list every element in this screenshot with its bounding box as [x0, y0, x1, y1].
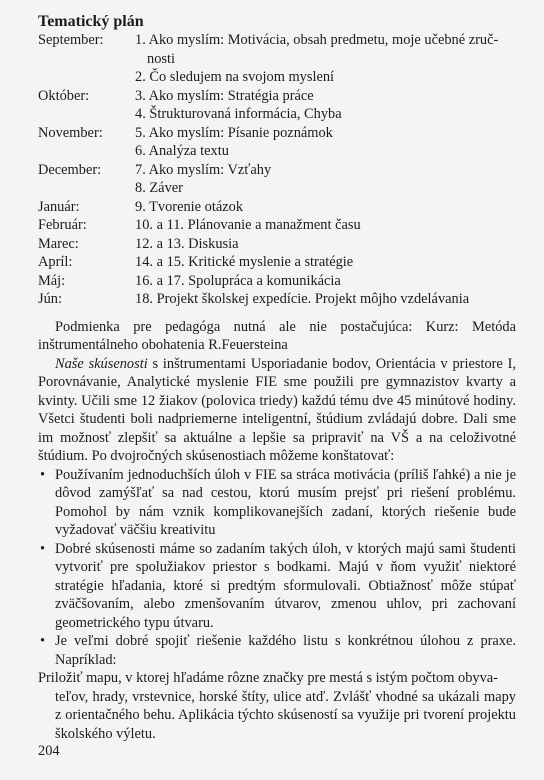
experience-lead: Naše skúsenosti: [55, 355, 148, 372]
plan-month: Február:: [38, 217, 87, 233]
page-heading: Tematický plán: [38, 13, 144, 30]
plan-month: November:: [38, 124, 103, 141]
plan-row: [38, 198, 516, 217]
plan-item: nosti: [147, 50, 175, 67]
plan-item: 5. Ako myslím: Písanie poznámok: [135, 124, 333, 141]
plan-item: 3. Ako myslím: Stratégia práce: [135, 87, 314, 104]
plan-month: September:: [38, 32, 104, 48]
plan-month: Apríl:: [38, 254, 73, 270]
plan-item: 12. a 13. Diskusia: [135, 235, 239, 252]
plan-item: 8. Záver: [135, 180, 183, 196]
list-item-text: Je veľmi dobré spojiť riešenie každého listu s konkrétnou úlohou z praxe. Napríklad:: [55, 633, 516, 668]
plan-item: 4. Štrukturovaná informácia, Chyba: [135, 106, 342, 122]
paragraph-requirement: Podmienka pre pedagóga nutná ale nie postačujúca: Kurz: Metóda inštrumentálneho obohatenia R.Feuersteina: [38, 318, 516, 353]
list-item: [38, 632, 516, 669]
list-item: [38, 540, 516, 633]
bullet-icon: •: [40, 466, 46, 483]
plan-row: [38, 272, 516, 291]
page-content: [38, 12, 516, 743]
thematic-plan: [38, 31, 516, 309]
plan-row: [38, 253, 516, 272]
plan-month: Máj:: [38, 272, 66, 289]
plan-item: 7. Ako myslím: Vzťahy: [135, 161, 272, 178]
plan-item: 10. a 11. Plánovanie a manažment času: [135, 217, 361, 233]
plan-month: Október:: [38, 87, 90, 104]
paragraph-map-rest: teľov, hrady, vrstevnice, horské štíty, ulice atď. Zvlášť vhodné sa ukázali mapy z orientačného behu. Aplikácia týchto skúseností sa využije pri tvorení projektu školského výletu.: [55, 688, 516, 742]
list-item-text: Používaním jednoduchších úloh v FIE sa stráca motivácia (príliš ľahké) a nie je dôvod zamýšľať sa nad cestou, ktorú musím prejsť pri riešení problému. Pomohol by nám vznik komplikovanejších zadaní, ktorých riešenie bude vyžadovať väčšiu kreativitu: [55, 466, 516, 538]
plan-month: Január:: [38, 198, 80, 215]
plan-row: [38, 290, 516, 309]
plan-item: 2. Čo sledujem na svojom myslení: [135, 69, 335, 85]
plan-row: [38, 87, 516, 124]
findings-list: [38, 466, 516, 670]
list-item: [38, 466, 516, 540]
plan-row: [38, 161, 516, 198]
bullet-icon: •: [40, 540, 46, 557]
page-number: 204: [38, 743, 60, 759]
plan-row: [38, 216, 516, 235]
plan-row: [38, 124, 516, 161]
paragraph-experience: [38, 355, 516, 466]
plan-item: 16. a 17. Spolupráca a komunikácia: [135, 272, 341, 289]
bullet-icon: •: [40, 633, 46, 649]
plan-month: Jún:: [38, 291, 62, 307]
plan-item: 1. Ako myslím: Motivácia, obsah predmetu, moje učebné zruč-: [135, 32, 499, 48]
plan-row: [38, 235, 516, 254]
plan-month: December:: [38, 161, 102, 178]
plan-row: [38, 31, 516, 87]
plan-item: 9. Tvorenie otázok: [135, 198, 244, 215]
plan-item: 14. a 15. Kritické myslenie a stratégie: [135, 254, 354, 270]
plan-item: 6. Analýza textu: [135, 143, 229, 159]
experience-text: s inštrumentami Usporiadanie bodov, Orientácia v priestore I, Porovnávanie, Analytické myslenie FIE sme použili pre gymnazistov kvarty a kvinty. Učili sme 12 žiakov (polovica triedy) každú tému dve 45 minútové hodiny. Všetci študenti boli nadpriemerne inteligentní, štúdium zvládajú dobre. Dali sme im možnosť zlepšiť sa aktuálne a lepšie sa pripraviť na VŠ a na celoživotné štúdium. Po dvojročných skúsenostiach môžeme konštatovať:: [38, 355, 516, 464]
plan-item: 18. Projekt školskej expedície. Projekt môjho vzdelávania: [135, 291, 470, 307]
plan-month: Marec:: [38, 235, 79, 252]
paragraph-map-first-line: Priložiť mapu, v ktorej hľadáme rôzne značky pre mestá s istým počtom obyva-: [38, 670, 498, 686]
list-item-text: Dobré skúsenosti máme so zadaním takých úloh, v ktorých majú sami študenti vytvoriť pre spolužiakov priestor s bodkami. Majú v ňom využiť niektoré stratégie hľadania, ktoré si predtým sformulovali. Obtiažnosť môže stúpať zväčšovaním, alebo zmenšovaním útvarov, zmenou uhlov, pri zachovaní geometrického typu útvaru.: [55, 540, 516, 631]
